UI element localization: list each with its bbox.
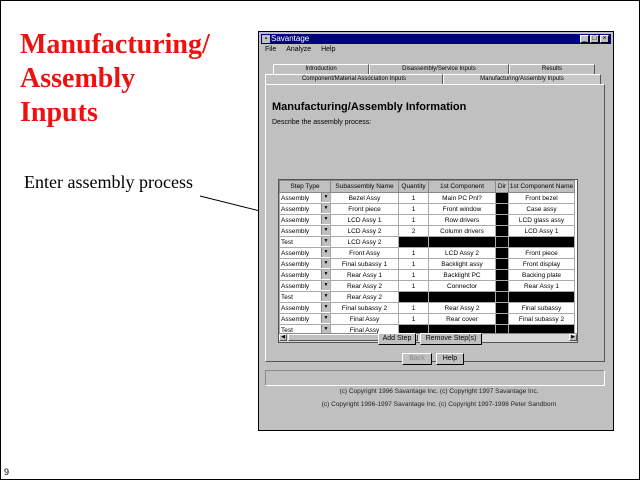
cell-dir[interactable]	[496, 226, 509, 237]
cell-quantity[interactable]	[399, 226, 429, 237]
tabs-back-row	[265, 64, 595, 74]
cell-first-component-name-text: Final subassy	[521, 304, 562, 312]
cell-first-component[interactable]	[429, 193, 496, 204]
cell-first-component[interactable]	[429, 226, 496, 237]
cell-subassembly-name[interactable]	[331, 248, 399, 259]
cell-subassembly-name[interactable]	[331, 303, 399, 314]
cell-subassembly-name-text: Bezel Assy	[348, 194, 381, 202]
cell-first-component-name[interactable]	[509, 303, 575, 314]
cell-first-component-name-text: Front display	[522, 260, 561, 268]
cell-quantity[interactable]	[399, 204, 429, 215]
cell-first-component-name[interactable]	[509, 292, 575, 303]
scroll-left-icon[interactable]: ◀	[279, 334, 287, 341]
status-bar	[265, 370, 605, 386]
cell-first-component-name-text: LCD glass assy	[518, 216, 565, 224]
cell-quantity[interactable]	[399, 193, 429, 204]
cell-step-type-text: Assembly	[281, 194, 310, 202]
table-row[interactable]	[280, 270, 575, 281]
chevron-down-icon[interactable]: ▼	[321, 314, 330, 323]
cell-step-type-text: Assembly	[281, 227, 310, 235]
cell-subassembly-name-text: Final subassy 1	[341, 260, 388, 268]
cell-quantity[interactable]	[399, 237, 429, 248]
panel-title: Manufacturing/Assembly Information	[272, 101, 467, 113]
cell-subassembly-name-text: Front Assy	[349, 249, 380, 257]
cell-dir[interactable]	[496, 237, 509, 248]
cell-subassembly-name-text: LCD Assy 2	[347, 227, 382, 235]
cell-subassembly-name[interactable]	[331, 193, 399, 204]
cell-subassembly-name-text: Rear Assy 2	[346, 282, 383, 290]
cell-first-component-name-text: Rear Assy 1	[523, 282, 560, 290]
cell-dir[interactable]	[496, 204, 509, 215]
cell-step-type[interactable]	[280, 281, 331, 292]
cell-first-component[interactable]	[429, 270, 496, 281]
cell-subassembly-name-text: Rear Assy 2	[346, 293, 383, 301]
cell-first-component-name[interactable]	[509, 215, 575, 226]
slide-number: 9	[4, 467, 10, 477]
cell-subassembly-name-text: LCD Assy 1	[347, 216, 382, 224]
cell-step-type-text: Test	[281, 238, 293, 246]
cell-first-component-text: Main PC Pnl?	[442, 194, 482, 202]
slide-title-line-1: Manufacturing/	[20, 29, 210, 60]
maximize-button[interactable]: □	[590, 35, 599, 43]
cell-first-component-text: Row drivers	[444, 216, 480, 224]
cell-first-component-name-text: Backing plate	[521, 271, 562, 279]
table-row[interactable]	[280, 193, 575, 204]
cell-step-type-text: Test	[281, 293, 293, 301]
cell-first-component-name[interactable]	[509, 281, 575, 292]
cell-first-component[interactable]	[429, 237, 496, 248]
cell-subassembly-name[interactable]	[331, 259, 399, 270]
table-row[interactable]	[280, 215, 575, 226]
cell-step-type-text: Assembly	[281, 304, 310, 312]
cell-first-component[interactable]	[429, 215, 496, 226]
chevron-down-icon[interactable]: ▼	[321, 204, 330, 213]
cell-first-component-text: Rear cover	[446, 315, 478, 323]
window-titlebar[interactable]	[261, 34, 611, 44]
table-header-row	[280, 181, 575, 193]
back-button[interactable]: Back	[402, 353, 432, 365]
cell-first-component-name-text: Final subassy 2	[518, 315, 565, 323]
cell-subassembly-name-text: LCD Assy 2	[347, 238, 382, 246]
chevron-down-icon[interactable]: ▼	[321, 281, 330, 290]
cell-quantity[interactable]	[399, 248, 429, 259]
col-first-component-name[interactable]: 1st Component Name	[509, 181, 575, 193]
tab-panel	[265, 84, 605, 362]
slide-title-line-2: Assembly	[20, 63, 136, 94]
cell-quantity-text: 1	[411, 271, 416, 279]
copyright-line-1: (c) Copyright 1996 Savantage Inc. (c) Copyright 1997 Savantage Inc.	[339, 388, 539, 395]
cell-step-type-text: Test	[281, 326, 293, 334]
cell-first-component-name[interactable]	[509, 270, 575, 281]
cell-dir[interactable]	[496, 292, 509, 303]
cell-quantity[interactable]	[399, 281, 429, 292]
cell-first-component[interactable]	[429, 281, 496, 292]
col-step-type[interactable]: Step Type	[280, 181, 331, 193]
table-row[interactable]	[280, 204, 575, 215]
col-dir[interactable]: Dir	[496, 181, 509, 193]
cell-quantity-text: 1	[411, 260, 416, 268]
cell-subassembly-name[interactable]	[331, 314, 399, 325]
cell-subassembly-name[interactable]	[331, 281, 399, 292]
panel-instruction: Describe the assembly process:	[272, 119, 372, 126]
cell-quantity-text: 1	[411, 205, 416, 213]
cell-quantity[interactable]	[399, 303, 429, 314]
callout-text: Enter assembly process	[24, 172, 193, 192]
cell-quantity[interactable]	[399, 270, 429, 281]
chevron-down-icon[interactable]: ▼	[321, 292, 330, 301]
cell-step-type[interactable]	[280, 270, 331, 281]
cell-subassembly-name-text: Final Assy	[349, 315, 380, 323]
cell-step-type-text: Assembly	[281, 315, 310, 323]
table-row[interactable]	[280, 237, 575, 248]
chevron-down-icon[interactable]: ▼	[321, 325, 330, 334]
cell-first-component-text: Connector	[447, 282, 477, 290]
cell-first-component-name[interactable]	[509, 193, 575, 204]
cell-first-component-text: Front window	[442, 205, 482, 213]
cell-first-component-text: Rear Assy 2	[444, 304, 480, 312]
cell-first-component-name-text: Case assy	[526, 205, 557, 213]
menu-help[interactable]: Help	[321, 46, 336, 53]
window-title: Savantage	[271, 34, 310, 43]
cell-dir[interactable]	[496, 281, 509, 292]
cell-first-component-name[interactable]	[509, 226, 575, 237]
cell-quantity-text: 1	[411, 249, 416, 257]
chevron-down-icon[interactable]: ▼	[321, 226, 330, 235]
menu-analyze[interactable]: Analyze	[286, 46, 312, 53]
tab-component-material[interactable]: Component/Material Association Inputs	[265, 74, 443, 84]
cell-first-component-name-text: Front piece	[525, 249, 558, 257]
cell-subassembly-name[interactable]	[331, 204, 399, 215]
cell-quantity[interactable]	[399, 314, 429, 325]
cell-step-type[interactable]	[280, 303, 331, 314]
app-icon: ▪	[262, 35, 270, 43]
tab-manufacturing-assembly[interactable]: Manufacturing/Assembly Inputs	[443, 74, 601, 84]
cell-first-component[interactable]	[429, 314, 496, 325]
menu-bar	[261, 45, 611, 54]
app-window	[258, 31, 614, 431]
cell-first-component-name[interactable]	[509, 237, 575, 248]
cell-step-type[interactable]	[280, 226, 331, 237]
cell-first-component-name[interactable]	[509, 314, 575, 325]
cell-dir[interactable]	[496, 270, 509, 281]
table-row[interactable]	[280, 314, 575, 325]
cell-quantity-text: 1	[411, 304, 416, 312]
cell-subassembly-name[interactable]	[331, 226, 399, 237]
table-row[interactable]	[280, 292, 575, 303]
chevron-down-icon[interactable]: ▼	[321, 215, 330, 224]
cell-subassembly-name[interactable]	[331, 215, 399, 226]
cell-step-type-text: Assembly	[281, 205, 310, 213]
cell-step-type[interactable]	[280, 248, 331, 259]
minimize-button[interactable]: _	[580, 35, 589, 43]
chevron-down-icon[interactable]: ▼	[321, 270, 330, 279]
cell-dir[interactable]	[496, 248, 509, 259]
cell-subassembly-name-text: Rear Assy 1	[346, 271, 383, 279]
cell-first-component-name[interactable]	[509, 204, 575, 215]
cell-step-type[interactable]	[280, 237, 331, 248]
cell-step-type-text: Assembly	[281, 216, 310, 224]
cell-step-type-text: Assembly	[281, 271, 310, 279]
cell-quantity[interactable]	[399, 292, 429, 303]
tab-disassembly-service[interactable]: Disassembly/Service Inputs	[369, 64, 509, 74]
cell-first-component-name-text: Front bezel	[525, 194, 558, 202]
table-row[interactable]	[280, 281, 575, 292]
chevron-down-icon[interactable]: ▼	[321, 259, 330, 268]
cell-subassembly-name-text: Front piece	[348, 205, 381, 213]
cell-quantity-text: 1	[411, 216, 416, 224]
cell-quantity[interactable]	[399, 215, 429, 226]
cell-first-component[interactable]	[429, 259, 496, 270]
cell-quantity-text: 2	[411, 227, 416, 235]
cell-quantity-text: 1	[411, 194, 416, 202]
cell-first-component[interactable]	[429, 292, 496, 303]
table-row[interactable]	[280, 226, 575, 237]
cell-first-component-text: Backlight PC	[443, 271, 481, 279]
add-step-button[interactable]: Add Step	[378, 333, 416, 345]
chevron-down-icon[interactable]: ▼	[321, 248, 330, 257]
table-row[interactable]	[280, 303, 575, 314]
assembly-table	[278, 179, 578, 343]
cell-subassembly-name-text: Final subassy 2	[341, 304, 388, 312]
cell-first-component[interactable]	[429, 204, 496, 215]
tab-results[interactable]: Results	[509, 64, 595, 74]
cell-quantity-text: 1	[411, 282, 416, 290]
cell-first-component-text: LCD Assy 2	[445, 249, 479, 257]
chevron-down-icon[interactable]: ▼	[321, 303, 330, 312]
table-row[interactable]	[280, 248, 575, 259]
cell-step-type-text: Assembly	[281, 249, 310, 257]
cell-step-type[interactable]	[280, 215, 331, 226]
menu-file[interactable]: File	[265, 46, 277, 53]
chevron-down-icon[interactable]: ▼	[321, 193, 330, 202]
cell-first-component-text: Backlight assy	[441, 260, 483, 268]
help-button[interactable]: Help	[436, 353, 464, 365]
cell-quantity-text: 1	[411, 315, 416, 323]
cell-step-type[interactable]	[280, 292, 331, 303]
cell-dir[interactable]	[496, 215, 509, 226]
scroll-right-icon[interactable]: ▶	[569, 334, 577, 341]
cell-first-component[interactable]	[429, 303, 496, 314]
cell-first-component[interactable]	[429, 248, 496, 259]
col-subassembly-name[interactable]: Subassembly Name	[331, 181, 399, 193]
table-row[interactable]	[280, 259, 575, 270]
cell-dir[interactable]	[496, 259, 509, 270]
cell-first-component-name-text: LCD Assy 1	[524, 227, 559, 235]
tabs-front-row	[265, 74, 601, 84]
cell-first-component-name[interactable]	[509, 259, 575, 270]
cell-subassembly-name-text: Final Assy	[349, 326, 380, 334]
cell-step-type[interactable]	[280, 259, 331, 270]
cell-subassembly-name[interactable]	[331, 270, 399, 281]
cell-step-type-text: Assembly	[281, 260, 310, 268]
cell-step-type[interactable]	[280, 204, 331, 215]
cell-step-type[interactable]	[280, 193, 331, 204]
col-quantity[interactable]: Quantity	[399, 181, 429, 193]
cell-step-type[interactable]	[280, 314, 331, 325]
slide-title-line-3: Inputs	[20, 97, 98, 128]
close-button[interactable]: ×	[600, 35, 609, 43]
cell-dir[interactable]	[496, 303, 509, 314]
cell-first-component-text: Column drivers	[440, 227, 484, 235]
col-first-component[interactable]: 1st Component	[429, 181, 496, 193]
cell-first-component-name[interactable]	[509, 248, 575, 259]
chevron-down-icon[interactable]: ▼	[321, 237, 330, 246]
cell-quantity[interactable]	[399, 259, 429, 270]
cell-dir[interactable]	[496, 314, 509, 325]
cell-step-type-text: Assembly	[281, 282, 310, 290]
copyright-line-2: (c) Copyright 1996-1997 Savantage Inc. (c) Copyright 1997-1998 Peter Sandborn	[321, 401, 557, 408]
cell-dir[interactable]	[496, 193, 509, 204]
cell-subassembly-name[interactable]	[331, 237, 399, 248]
remove-step-button[interactable]: Remove Step(s)	[420, 333, 482, 345]
cell-subassembly-name[interactable]	[331, 292, 399, 303]
tab-introduction[interactable]: Introduction	[273, 64, 369, 74]
